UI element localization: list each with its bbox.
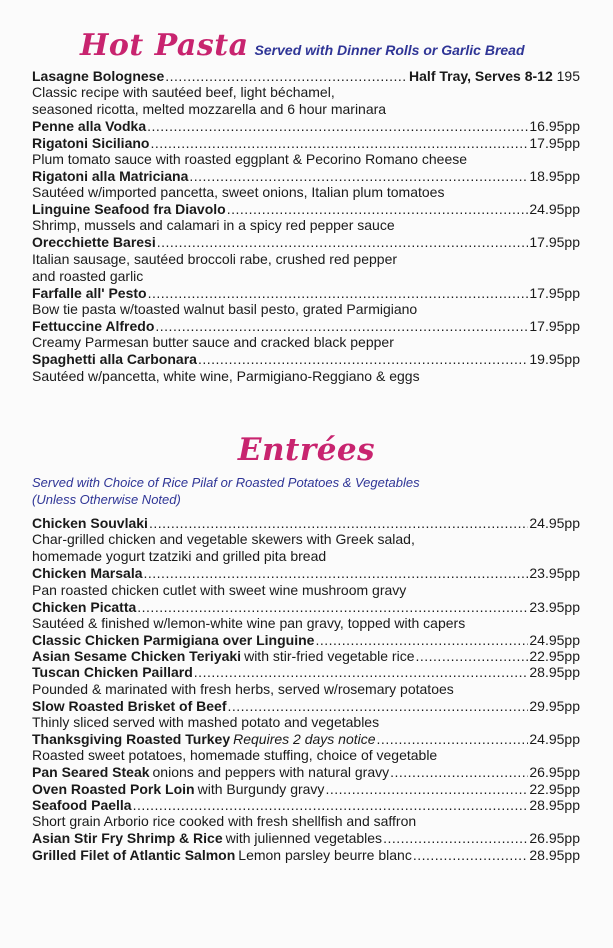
menu-item-description: Sautéed w/imported pancetta, sweet onions, Italian plum tomatoes <box>32 184 445 201</box>
menu-item-description: Italian sausage, sautéed broccoli rabe, crushed red pepper <box>32 250 398 267</box>
menu-item-price-value: 195 <box>556 68 580 84</box>
menu-item-note: with julienned vegetables <box>225 830 383 847</box>
menu-item-description: Bow tie pasta w/toasted walnut basil pesto, grated Parmigiano <box>32 301 418 318</box>
pasta-title: Hot Pasta <box>80 28 249 63</box>
menu-item <box>32 318 580 351</box>
menu-item-row <box>32 285 580 301</box>
menu-item-price: 17.95pp <box>529 318 580 335</box>
menu-item <box>32 515 580 565</box>
menu-item-row <box>32 648 580 664</box>
menu-item-description: seasoned ricotta, melted mozzarella and 6 hour marinara <box>32 101 387 118</box>
menu-item-price: 24.95pp <box>529 631 580 648</box>
dot-leader <box>227 201 529 217</box>
menu-item-price: 16.95pp <box>529 118 580 135</box>
menu-item-name: Orecchiette Baresi <box>32 234 156 251</box>
menu-item <box>32 698 580 731</box>
menu-item-row <box>32 234 580 250</box>
menu-item-name: Thanksgiving Roasted Turkey <box>32 731 231 748</box>
menu-item-row <box>32 565 580 581</box>
dot-leader <box>198 351 528 367</box>
menu-item-name: Fettuccine Alfredo <box>32 318 155 335</box>
menu-item-name: Rigatoni alla Matriciana <box>32 167 189 184</box>
menu-item-price: 19.95pp <box>529 351 580 368</box>
menu-item-note: onions and peppers with natural gravy <box>152 764 390 781</box>
menu-item-price <box>409 68 580 84</box>
menu-item-note: Requires 2 days notice <box>233 731 376 748</box>
menu-item-price: 28.95pp <box>529 796 580 813</box>
menu-item <box>32 648 580 664</box>
menu-item-price: 17.95pp <box>529 234 580 251</box>
menu-item-description: Classic recipe with sautéed beef, light béchamel, <box>32 84 335 101</box>
menu-item-row <box>32 830 580 846</box>
menu-item-row <box>32 351 580 367</box>
menu-item-name: Linguine Seafood fra Diavolo <box>32 201 226 218</box>
dot-leader <box>315 632 528 648</box>
menu-item-price: 23.95pp <box>529 565 580 582</box>
menu-item <box>32 168 580 201</box>
menu-item-row <box>32 318 580 334</box>
menu-item <box>32 764 580 780</box>
pasta-list <box>32 68 580 385</box>
menu-item-note: with stir-fried vegetable rice <box>244 648 415 665</box>
menu-item <box>32 847 580 863</box>
dot-leader <box>137 599 528 615</box>
menu-item-price: 29.95pp <box>529 697 580 714</box>
menu-item <box>32 599 580 632</box>
menu-item <box>32 632 580 648</box>
menu-item <box>32 830 580 846</box>
menu-item <box>32 351 580 384</box>
menu-item-serving: Half Tray, Serves 8-12 <box>409 68 553 84</box>
dot-leader <box>149 515 528 531</box>
menu-item-description: Roasted sweet potatoes, homemade stuffing, choice of vegetable <box>32 747 438 764</box>
menu-item-description: Creamy Parmesan butter sauce and cracked black pepper <box>32 334 394 351</box>
menu-item-name: Classic Chicken Parmigiana over Linguine <box>32 631 315 648</box>
dot-leader <box>377 731 529 747</box>
dot-leader <box>144 565 529 581</box>
menu-item-price: 28.95pp <box>529 846 580 863</box>
menu-item-price: 26.95pp <box>529 830 580 847</box>
menu-item-note: with Burgundy gravy <box>197 780 325 797</box>
menu-item-name: Lasagne Bolognese <box>32 68 165 84</box>
menu-item-name: Slow Roasted Brisket of Beef <box>32 697 227 714</box>
menu-item <box>32 664 580 697</box>
menu-item-row <box>32 664 580 680</box>
menu-item-name: Oven Roasted Pork Loin <box>32 780 195 797</box>
menu-item-description: Shrimp, mussels and calamari in a spicy red pepper sauce <box>32 217 395 234</box>
menu-item-name: Spaghetti alla Carbonara <box>32 351 197 368</box>
dot-leader <box>165 68 408 84</box>
menu-item-description: Plum tomato sauce with roasted eggplant & Pecorino Romano cheese <box>32 150 468 167</box>
dot-leader <box>147 118 528 134</box>
menu-item <box>32 285 580 318</box>
menu-item <box>32 201 580 234</box>
dot-leader <box>415 648 528 664</box>
dot-leader <box>150 135 528 151</box>
menu-item-row <box>32 599 580 615</box>
menu-item-row <box>32 515 580 531</box>
menu-item <box>32 731 580 764</box>
menu-item <box>32 565 580 598</box>
menu-item-row <box>32 118 580 134</box>
entrees-subtitle-line2: (Unless Otherwise Noted) <box>32 492 181 507</box>
dot-leader <box>133 797 529 813</box>
menu-item-row <box>32 847 580 863</box>
menu-item-price: 17.95pp <box>529 284 580 301</box>
menu-item <box>32 135 580 168</box>
dot-leader <box>148 285 529 301</box>
menu-item-price: 24.95pp <box>529 731 580 748</box>
entrees-subtitle-line1: Served with Choice of Rice Pilaf or Roasted Potatoes & Vegetables <box>32 475 420 490</box>
menu-item-row <box>32 135 580 151</box>
menu-item-name: Farfalle all' Pesto <box>32 284 147 301</box>
menu-item-row <box>32 764 580 780</box>
menu-item-name: Pan Seared Steak <box>32 764 150 781</box>
menu-item-note: Lemon parsley beurre blanc <box>238 846 412 863</box>
menu-item-row <box>32 168 580 184</box>
menu-item <box>32 68 580 118</box>
menu-item <box>32 797 580 830</box>
entrees-subtitle <box>32 474 420 508</box>
dot-leader <box>228 698 529 714</box>
entrees-title: Entrées <box>237 432 376 468</box>
pasta-subtitle: Served with Dinner Rolls or Garlic Bread <box>254 42 525 58</box>
menu-item-description: Sautéed & finished w/lemon-white wine pan gravy, topped with capers <box>32 614 466 631</box>
dot-leader <box>383 830 528 846</box>
menu-item-price: 22.95pp <box>529 648 580 665</box>
menu-item-name: Tuscan Chicken Paillard <box>32 664 193 681</box>
menu-item-description: Pounded & marinated with fresh herbs, served w/rosemary potatoes <box>32 680 454 697</box>
dot-leader <box>325 781 528 797</box>
dot-leader <box>155 318 528 334</box>
menu-item-name: Penne alla Vodka <box>32 118 147 135</box>
menu-item-description: Short grain Arborio rice cooked with fresh shellfish and saffron <box>32 813 417 830</box>
menu-item-name: Asian Stir Fry Shrimp & Rice <box>32 830 223 847</box>
menu-item-row <box>32 797 580 813</box>
menu-item <box>32 781 580 797</box>
menu-item-price: 18.95pp <box>529 167 580 184</box>
menu-item-row <box>32 201 580 217</box>
dot-leader <box>413 847 529 863</box>
entrees-header <box>0 432 613 468</box>
menu-item-price: 24.95pp <box>529 201 580 218</box>
menu-item-description: Thinly sliced served with mashed potato and vegetables <box>32 714 380 731</box>
menu-item-price: 26.95pp <box>529 764 580 781</box>
dot-leader <box>390 764 528 780</box>
dot-leader <box>157 234 529 250</box>
menu-item <box>32 118 580 134</box>
menu-item-price: 22.95pp <box>529 780 580 797</box>
menu-item-row <box>32 632 580 648</box>
menu-item-row <box>32 698 580 714</box>
menu-item-row <box>32 68 580 84</box>
menu-item-row <box>32 731 580 747</box>
dot-leader <box>189 168 528 184</box>
menu-item <box>32 234 580 284</box>
menu-item-name: Seafood Paella <box>32 796 132 813</box>
menu-item-price: 28.95pp <box>529 664 580 681</box>
menu-item-name: Rigatoni Siciliano <box>32 134 150 151</box>
menu-item-name: Grilled Filet of Atlantic Salmon <box>32 846 236 863</box>
menu-item-description: Char-grilled chicken and vegetable skewers with Greek salad, <box>32 531 415 548</box>
menu-item-description: and roasted garlic <box>32 267 144 284</box>
entree-list <box>32 515 580 863</box>
menu-item-description: Sautéed w/pancetta, white wine, Parmigiano-Reggiano & eggs <box>32 367 420 384</box>
menu-item-row <box>32 781 580 797</box>
menu-item-price: 23.95pp <box>529 598 580 615</box>
menu-item-price: 24.95pp <box>529 515 580 531</box>
menu-item-name: Asian Sesame Chicken Teriyaki <box>32 648 242 665</box>
menu-item-name: Chicken Marsala <box>32 565 143 582</box>
dot-leader <box>194 664 529 680</box>
menu-item-description: Pan roasted chicken cutlet with sweet wine mushroom gravy <box>32 581 407 598</box>
menu-item-name: Chicken Souvlaki <box>32 515 148 531</box>
pasta-header <box>80 28 525 63</box>
menu-item-name: Chicken Picatta <box>32 598 137 615</box>
menu-item-price: 17.95pp <box>529 134 580 151</box>
menu-item-description: homemade yogurt tzatziki and grilled pita bread <box>32 548 327 565</box>
